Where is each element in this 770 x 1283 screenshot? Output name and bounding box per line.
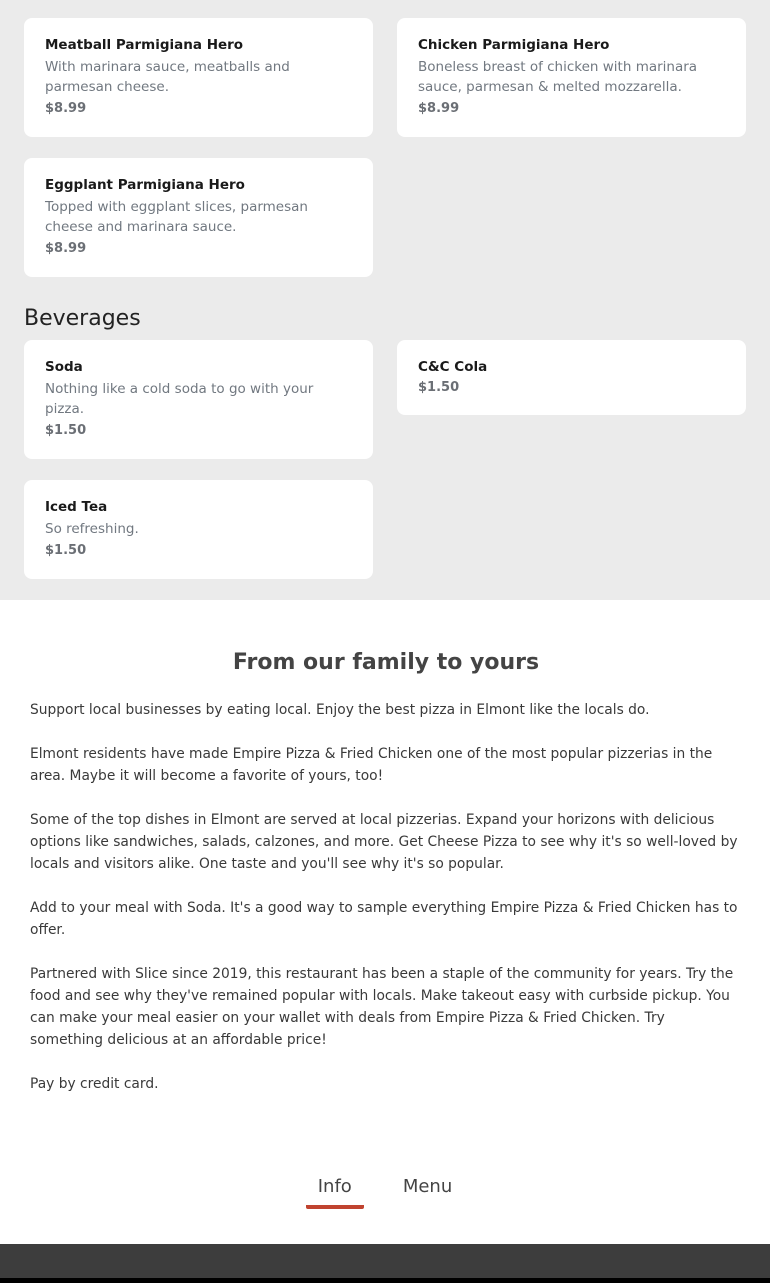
about-paragraph: Some of the top dishes in Elmont are served at local pizzerias. Expand your horizons with delicious options like sandwiches, salads, calzones, and more. Get Cheese Pizza to see why it's so well-loved by locals and visitors alike. One taste and you'll see why it's so popular. — [30, 812, 738, 872]
item-name: Meatball Parmigiana Hero — [45, 37, 244, 53]
item-description: So refreshing. — [45, 521, 139, 537]
menu-item-card[interactable] — [397, 18, 746, 137]
item-name: C&C Cola — [418, 359, 488, 375]
item-description: Topped with eggplant slices, parmesan cheese and marinara sauce. — [45, 199, 308, 235]
tab-info[interactable]: Info — [306, 1176, 364, 1209]
item-name: Soda — [45, 359, 83, 375]
footer-bottom-bar — [0, 1278, 770, 1283]
item-name: Eggplant Parmigiana Hero — [45, 177, 245, 193]
item-price: $1.50 — [45, 423, 87, 438]
bottom-tabs — [0, 1176, 770, 1209]
about-paragraph: Elmont residents have made Empire Pizza & Fried Chicken one of the most popular pizzerias in the area. Maybe it will become a favorite of yours, too! — [30, 746, 713, 784]
tab-menu[interactable]: Menu — [402, 1176, 453, 1197]
item-name: Chicken Parmigiana Hero — [418, 37, 610, 53]
item-price: $8.99 — [418, 101, 460, 116]
about-paragraph: Add to your meal with Soda. It's a good way to sample everything Empire Pizza & Fried Chicken has to offer. — [30, 900, 738, 938]
menu-item-card[interactable] — [397, 340, 746, 415]
item-name: Iced Tea — [45, 499, 108, 515]
about-paragraph: Support local businesses by eating local. Enjoy the best pizza in Elmont like the locals do. — [30, 702, 650, 718]
footer — [0, 1244, 770, 1278]
item-price: $1.50 — [418, 380, 460, 395]
item-price: $1.50 — [45, 543, 87, 558]
menu-section — [0, 0, 770, 600]
about-paragraph: Partnered with Slice since 2019, this restaurant has been a staple of the community for years. Try the food and see why they've remained popular with locals. Make takeout easy with curbside pickup. You can make your meal easier on your wallet with deals from Empire Pizza & Fried Chicken. Try something delicious at an affordable price! — [30, 966, 734, 1048]
menu-item-card[interactable] — [24, 340, 373, 459]
menu-item-card[interactable] — [24, 18, 373, 137]
about-section — [30, 650, 742, 1117]
about-paragraph: Pay by credit card. — [30, 1076, 159, 1092]
item-description: With marinara sauce, meatballs and parmesan cheese. — [45, 59, 290, 95]
menu-item-card[interactable] — [24, 158, 373, 277]
about-title: From our family to yours — [232, 650, 540, 675]
item-description: Nothing like a cold soda to go with your pizza. — [45, 381, 314, 417]
item-price: $8.99 — [45, 241, 87, 256]
section-heading-beverages: Beverages — [24, 306, 141, 331]
item-description: Boneless breast of chicken with marinara sauce, parmesan & melted mozzarella. — [418, 59, 698, 95]
menu-item-card[interactable] — [24, 480, 373, 579]
item-price: $8.99 — [45, 101, 87, 116]
